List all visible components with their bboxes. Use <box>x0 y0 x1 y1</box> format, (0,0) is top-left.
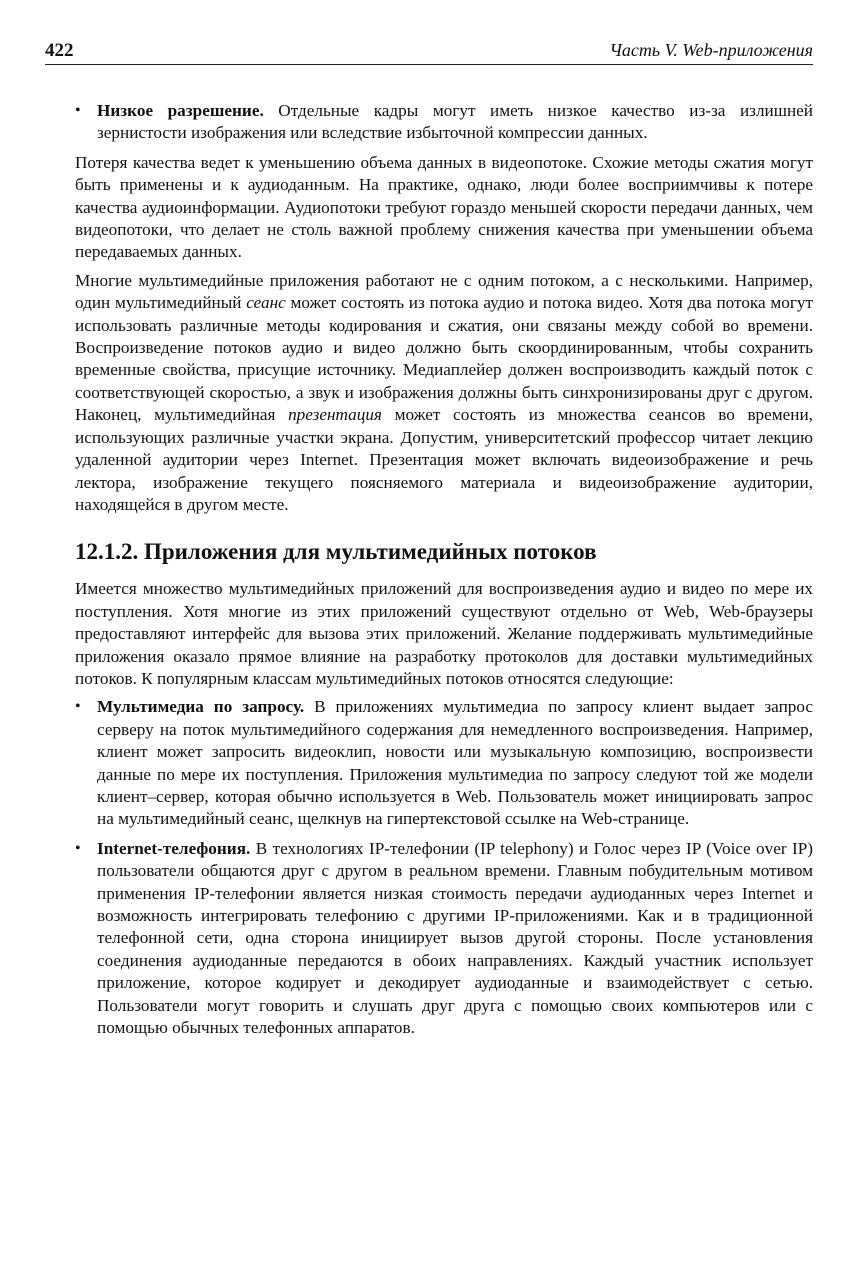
bullet-internet-telephony <box>75 838 813 1040</box>
paragraph-streaming-apps: Имеется множество мультимедийных приложений для воспроизведения аудио и видео по мере их поступления. Хотя многие из этих приложений существуют отдельно от Web, Web-браузеры предоставляют интерфейс для вызова этих приложений. Желание поддерживать мультимедийные приложения оказало прямое влияние на разработку протоколов для доставки мультимедийных потоков. К популярным классам мультимедийных потоков относятся следующие: <box>75 579 813 688</box>
bullet-low-resolution <box>75 100 813 145</box>
bullet-icon: • <box>75 839 81 857</box>
bullet-text: В технологиях IP-телефонии (IP telephony) и Голос через IP (Voice over IP) пользователи общаются друг с другом в реальном времени. Главным побудительным мотивом применения IP-телефонии является низкая стоимость передачи аудиоданных через Internet и возможность интегрировать телефонию с другими IP-приложениями. Как и в традиционной телефонной сети, одна сторона инициирует вызов другой стороны. После установления соединения аудиоданные передаются в обоих направлениях. Каждый участник использует приложение, которое кодирует и декодирует аудиоданные и взаимодействует с сетью. Пользователи могут говорить и слушать друг друга с помощью своих компьютеров или с помощью обычных телефонных аппаратов. <box>97 838 813 1038</box>
paragraph-text: Многие мультимедийные приложения работают не с одним потоком, а с несколькими. Например, один мультимедийный <box>75 270 813 313</box>
bullet-icon: • <box>75 698 81 716</box>
paragraph-multiple-streams <box>75 270 813 516</box>
section-heading: 12.1.2. Приложения для мультимедийных потоков <box>75 539 597 565</box>
page-header <box>45 38 813 65</box>
bullet-media-on-demand <box>75 696 813 830</box>
bullet-term: Internet-телефония. <box>97 838 251 858</box>
bullet-term: Низкое разрешение. <box>97 101 264 120</box>
paragraph-quality-loss: Потеря качества ведет к уменьшению объема данных в видеопотоке. Схожие методы сжатия могут быть применены и к аудиоданным. На практике, однако, люди более восприимчивы к потере качества аудиоинформации. Аудиопотоки требуют гораздо меньшей скорости передачи данных, чем видеопотоки, что делает не столь важной проблему снижения качества при уменьшении объема передаваемых данных. <box>75 152 813 262</box>
paragraph-text: может состоять из множества сеансов во времени, использующих различные участки экрана. Допустим, университетский профессор читает лекцию удаленной аудитории через Internet. Презентация может включать видеоизображение и речь лектора, изображение текущего поясняемого материала и видеоизображение аудитории, находящейся в другом месте. <box>75 405 813 514</box>
bullet-term: Мультимедиа по запросу. <box>97 697 305 717</box>
running-title: Часть V. Web-приложения <box>609 40 813 60</box>
page-number: 422 <box>45 40 74 61</box>
page-body <box>75 100 813 1046</box>
paragraph-text: может состоять из потока аудио и потока видео. Хотя два потока могут использовать различные методы кодирования и сжатия, они связаны между собой во времени. Воспроизведение потоков аудио и видео должно быть скоординированным, чтобы сохранить временные свойства, присущие источнику. Медиаплейер должен воспроизводить каждый поток с соответствующей скоростью, а звук и изображения должны быть синхронизированы друг с другом. Наконец, мультимедийная <box>75 293 813 425</box>
term-presentation: презентация <box>288 405 382 425</box>
term-session: сеанс <box>246 293 286 313</box>
bullet-text: В приложениях мультимедиа по запросу клиент выдает запрос серверу на поток мультимедийного содержания для немедленного воспроизведения. Например, клиент может запросить видеоклип, новости или музыкальную композицию, воспроизвести данные по мере их поступления. Приложения мультимедиа по запросу следуют той же модели клиент–сервер, которая обычно используется в Web. Пользователь может инициировать запрос на мультимедийный сеанс, щелкнув на гипертекстовой ссылке на Web-странице. <box>97 697 814 829</box>
bullet-text: Отдельные кадры могут иметь низкое качество из-за излишней зернистости изображения или вследствие избыточной компрессии данных. <box>97 101 813 143</box>
bullet-icon: • <box>75 102 81 119</box>
